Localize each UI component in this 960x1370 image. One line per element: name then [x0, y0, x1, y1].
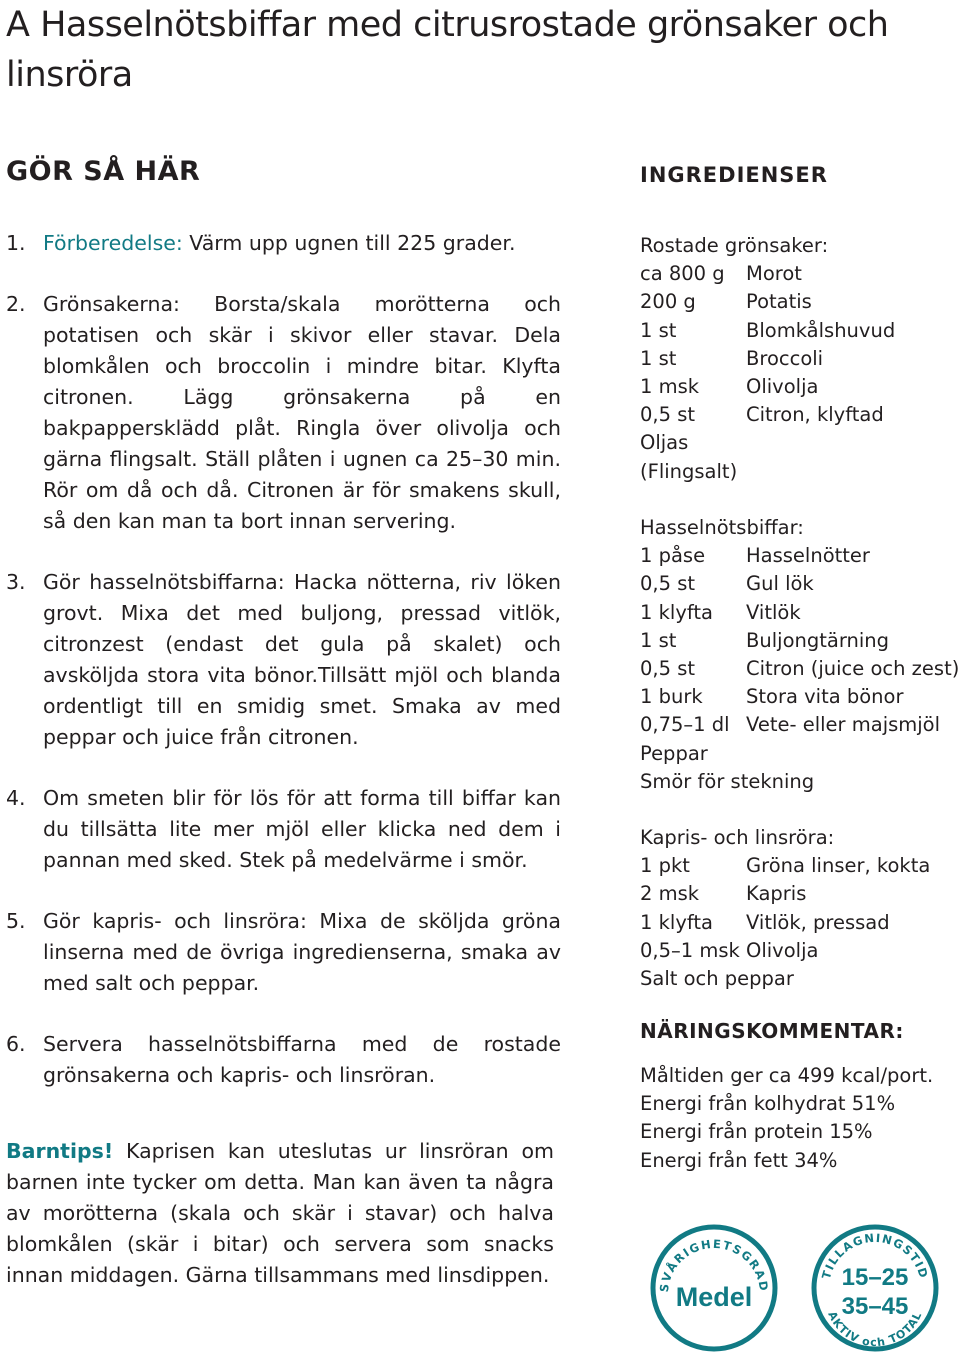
ingredient-row [640, 683, 960, 711]
ingredient-name: Citron, klyftad [746, 403, 884, 427]
ingredient-group-title: Rostade grönsaker: [640, 234, 829, 257]
ingredient-qty: 0,5 st [640, 403, 696, 427]
step-text: Grönsakerna: Borsta/skala morötterna och potatisen och skär i skivor eller stavar. Dela blomkålen och broccolin i mindre bitar. Klyfta citronen. Lägg grönsakerna på en bakpappersklädd plåt. Ringla över olivolja och gärna flingsalt. Ställ plåten i ugnen ca 25–30 min. Rör om då och då. Citronen är för smakens skull, så den kan man ta bort innan servering. [43, 292, 561, 533]
ingredient-group-patties [640, 514, 960, 796]
ingredient-name: Vitlök, pressad [746, 910, 890, 934]
ingredient-qty: 1 st [640, 346, 677, 370]
nutrition-line: Energi från kolhydrat 51% [640, 1092, 896, 1116]
difficulty-value: Medel [675, 1282, 753, 1312]
ingredient-qty: 1 pkt [640, 854, 690, 878]
step-text: Servera hasselnötsbiffarna med de rostade grönsakerna och kapris- och linsröran. [43, 1032, 561, 1087]
ingredient-row [640, 288, 960, 316]
ingredient-group-title: Kapris- och linsröra: [640, 826, 835, 849]
ingredient-name: Kapris [746, 882, 807, 906]
ingredient-row [640, 345, 960, 373]
step-number: 3. [6, 570, 26, 594]
ingredient-row [640, 542, 960, 570]
ingredient-row [640, 852, 960, 880]
difficulty-arc-label: SVÅRIGHETSGRAD [656, 1236, 772, 1294]
step-item [6, 1029, 561, 1091]
ingredient-name: Blomkålshuvud [746, 318, 896, 342]
ingredient-extra: Oljas [640, 431, 689, 455]
ingredient-qty: 0,5 st [640, 572, 696, 596]
step-label: Förberedelse: [43, 231, 183, 255]
difficulty-badge [648, 1222, 780, 1354]
nutrition-line: Energi från fett 34% [640, 1148, 838, 1172]
ingredient-qty: 1 msk [640, 375, 700, 399]
nutrition-line: Energi från protein 15% [640, 1120, 873, 1144]
ingredient-name: Stora vita bönor [746, 685, 904, 709]
ingredient-row [640, 260, 960, 288]
ingredient-row [640, 627, 960, 655]
ingredient-qty: 0,75–1 dl [640, 713, 730, 737]
ingredient-row [640, 317, 960, 345]
step-item [6, 783, 561, 876]
cooking-time-badge [809, 1222, 941, 1354]
ingredient-extra: Smör för stekning [640, 769, 815, 793]
ingredient-name: Olivolja [746, 938, 819, 962]
ingredient-qty: 1 klyfta [640, 910, 713, 934]
total-time-value: 35–45 [841, 1293, 909, 1320]
step-text: Om smeten blir för lös för att forma till biffar kan du tillsätta lite mer mjöl eller klicka ned dem i pannan med sked. Stek på medelvärme i smör. [43, 786, 561, 872]
ingredient-row [640, 711, 960, 739]
ingredient-row [640, 373, 960, 401]
ingredient-name: Potatis [746, 290, 812, 314]
step-number: 5. [6, 909, 26, 933]
ingredient-group-title: Hasselnötsbiffar: [640, 516, 804, 539]
ingredient-group-roasted [640, 232, 960, 486]
ingredient-qty: 1 st [640, 318, 677, 342]
step-number: 4. [6, 786, 26, 810]
ingredient-qty: 200 g [640, 290, 696, 314]
step-item [6, 567, 561, 753]
ingredient-name: Gul lök [746, 572, 814, 596]
recipe-title: A Hasselnötsbiffar med citrusrostade grönsaker och linsröra [6, 5, 889, 95]
ingredient-qty: 1 st [640, 628, 677, 652]
step-number: 6. [6, 1032, 26, 1056]
ingredient-name: Gröna linser, kokta [746, 854, 931, 878]
ingredient-name: Morot [746, 262, 802, 286]
ingredient-name: Vete- eller majsmjöl [746, 713, 941, 737]
step-item [6, 228, 561, 259]
step-number: 2. [6, 292, 26, 316]
step-text: Värm upp ugnen till 225 grader. [182, 231, 516, 255]
ingredient-row [640, 401, 960, 429]
ingredient-extra: (Flingsalt) [640, 459, 738, 483]
step-number: 1. [6, 231, 26, 255]
ingredient-qty: 0,5 st [640, 657, 696, 681]
active-time-value: 15–25 [841, 1264, 909, 1291]
step-item [6, 906, 561, 999]
ingredient-name: Broccoli [746, 346, 824, 370]
ingredient-extra: Salt och peppar [640, 967, 794, 991]
ingredient-extra: Peppar [640, 741, 708, 765]
ingredient-row [640, 599, 960, 627]
ingredient-qty: 0,5–1 msk [640, 938, 740, 962]
step-text: Gör hasselnötsbiffarna: Hacka nötterna, riv löken grovt. Mixa det med buljong, pressad vitlök, citronzest (endast det gula på skalet) och avsköljda stora vita bönor.Tillsätt mjöl och blanda ordentligt till en smidig smet. Smaka av med peppar och juice från citronen. [43, 570, 561, 749]
ingredient-group-lentil [640, 824, 960, 993]
kids-tip-text: Kaprisen kan uteslutas ur linsröran om barnen inte tycker om detta. Man kan även ta några av morötterna (skala och skär i stavar) och halva blomkålen (skär i bitar) och servera som snacks innan middagen. Gärna tillsammans med linsdippen. [6, 1139, 554, 1287]
ingredient-name: Olivolja [746, 375, 819, 399]
ingredient-qty: ca 800 g [640, 262, 725, 286]
kids-tip [6, 1136, 554, 1291]
instruction-steps [6, 228, 561, 1121]
kids-tip-label: Barntips! [6, 1139, 114, 1163]
ingredient-qty: 1 påse [640, 544, 706, 568]
ingredient-row [640, 570, 960, 598]
ingredient-name: Vitlök [746, 600, 801, 624]
ingredient-row [640, 880, 960, 908]
ingredient-name: Buljongtärning [746, 628, 890, 652]
nutrition-list [640, 1062, 960, 1175]
step-item [6, 289, 561, 537]
ingredient-name: Citron (juice och zest) [746, 657, 960, 681]
ingredient-row [640, 937, 960, 965]
time-arc-top-label: TILLAGNINGSTID [818, 1230, 932, 1281]
nutrition-heading: NÄRINGSKOMMENTAR: [640, 1019, 904, 1043]
ingredient-row [640, 909, 960, 937]
ingredient-name: Hasselnötter [746, 544, 870, 568]
ingredient-qty: 1 klyfta [640, 600, 713, 624]
nutrition-line: Måltiden ger ca 499 kcal/port. [640, 1064, 934, 1087]
ingredient-qty: 1 burk [640, 685, 703, 709]
ingredients-heading: INGREDIENSER [640, 163, 828, 187]
time-arc-bottom-label: AKTIV och TOTAL [825, 1309, 925, 1350]
step-text: Gör kapris- och linsröra: Mixa de sköljda gröna linserna med de övriga ingredienserna, smaka av med salt och peppar. [43, 909, 561, 995]
ingredient-qty: 2 msk [640, 882, 700, 906]
instructions-heading: GÖR SÅ HÄR [6, 156, 201, 187]
ingredient-row [640, 655, 960, 683]
